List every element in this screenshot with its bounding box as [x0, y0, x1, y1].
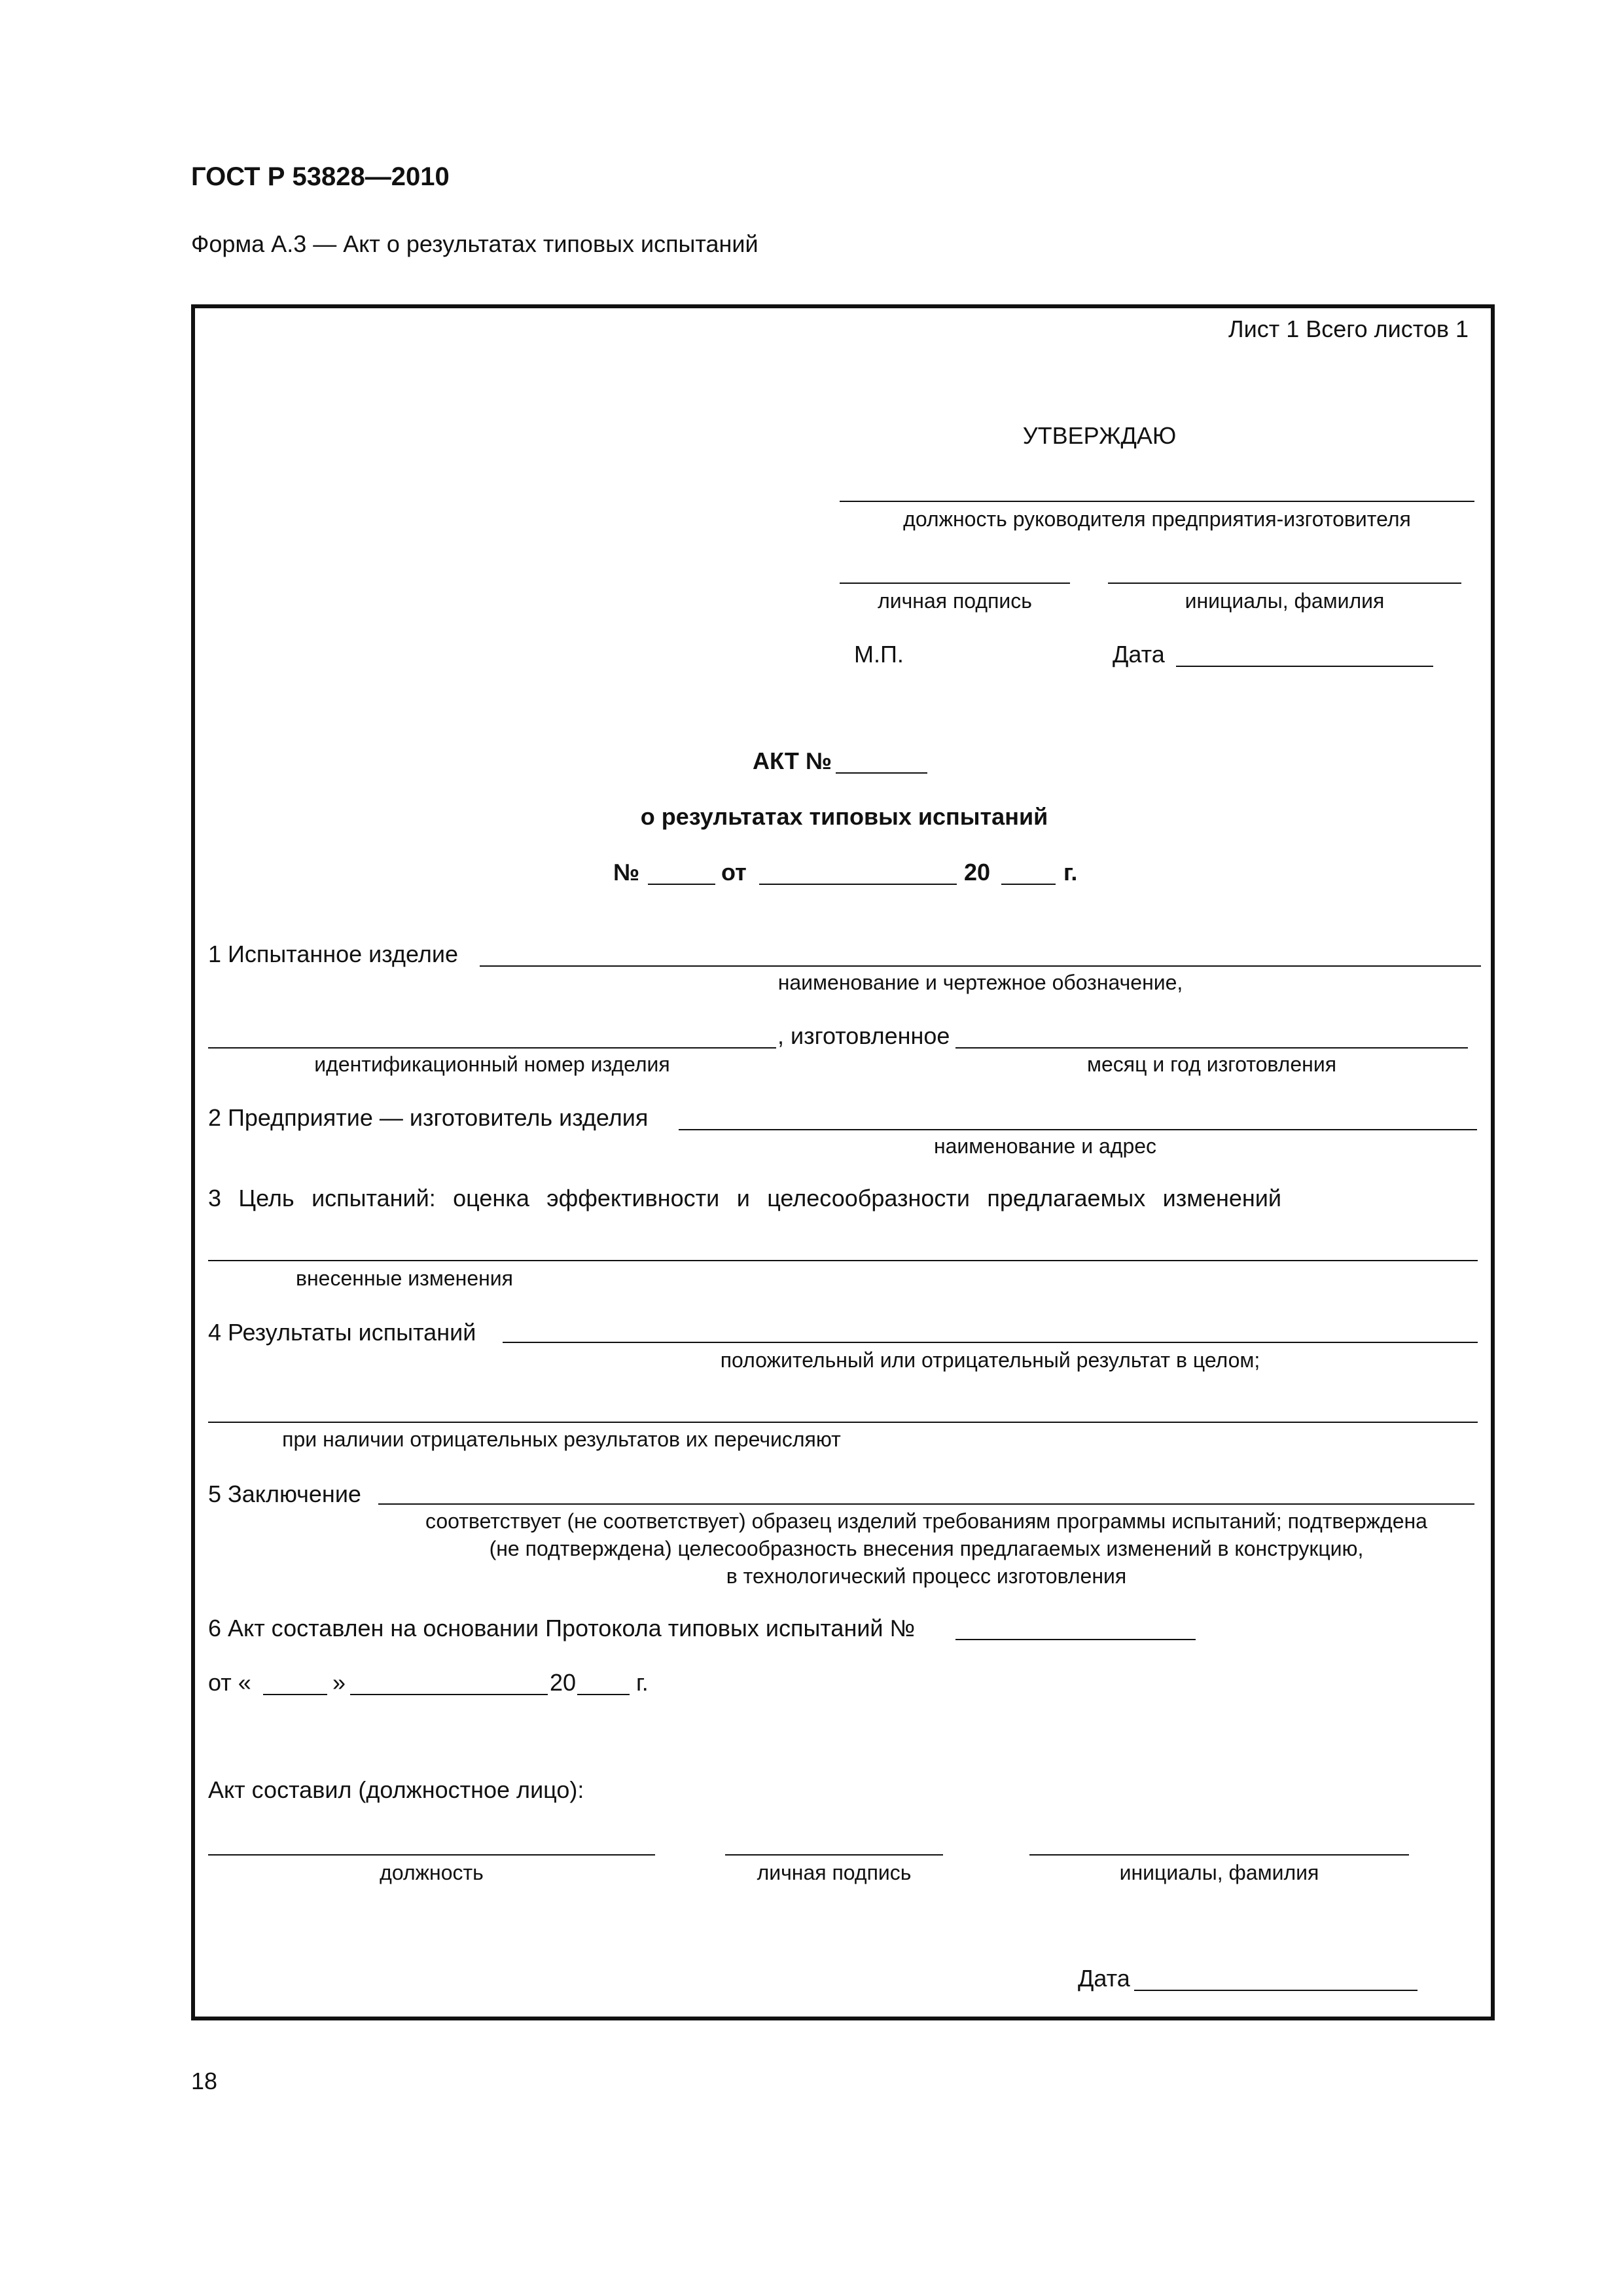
item4-extra-line[interactable]: [208, 1422, 1478, 1423]
act-year-label: 20: [964, 859, 991, 886]
act-from-label: от: [721, 859, 747, 886]
form-frame: [191, 304, 1495, 2020]
act-no-line[interactable]: [648, 884, 715, 885]
item1-date-caption: месяц и год изготовления: [1086, 1052, 1337, 1076]
item6-quote: »: [332, 1669, 346, 1696]
stamp-label: М.П.: [854, 641, 904, 668]
item6-year-suffix: г.: [636, 1669, 649, 1696]
signoff-name-caption: инициалы, фамилия: [1119, 1861, 1319, 1884]
approval-date-label: Дата: [1113, 641, 1165, 668]
item5-label: 5 Заключение: [208, 1480, 361, 1507]
item1-id-line[interactable]: [208, 1047, 776, 1049]
item1-product-caption: наименование и чертежное обозначение,: [777, 971, 1183, 994]
item1-product-line[interactable]: [480, 965, 1481, 967]
item6-month-line[interactable]: [350, 1694, 548, 1695]
item6-year-label: 20: [550, 1669, 577, 1696]
document-code: ГОСТ Р 53828—2010: [191, 162, 450, 191]
item2-line[interactable]: [679, 1129, 1477, 1130]
item5-caption-line1: соответствует (не соответствует) образец изделий требованиям программы испытаний; подтверждена: [425, 1509, 1427, 1533]
signoff-label: Акт составил (должностное лицо):: [208, 1776, 584, 1803]
item1-label: 1 Испытанное изделие: [208, 941, 458, 967]
approver-name-caption: инициалы, фамилия: [1185, 589, 1385, 613]
item6-year-line[interactable]: [577, 1694, 630, 1695]
signoff-signature-caption: личная подпись: [757, 1861, 912, 1884]
item5-caption-line2: (не подтверждена) целесообразность внесения предлагаемых изменений в конструкцию,: [489, 1537, 1364, 1560]
item4-line[interactable]: [503, 1342, 1478, 1343]
item4-caption: положительный или отрицательный результат в целом;: [720, 1348, 1260, 1372]
item6-from-label: от «: [208, 1669, 251, 1696]
item1-manufactured-label: , изготовленное: [777, 1022, 950, 1049]
item3-line[interactable]: [208, 1260, 1478, 1261]
item3-text: 3 Цель испытаний: оценка эффективности и целесообразности предлагаемых изменений: [208, 1185, 1281, 1211]
signoff-date-label: Дата: [1078, 1965, 1130, 1992]
signoff-position-line[interactable]: [208, 1854, 655, 1856]
form-title: Форма А.3 — Акт о результатах типовых испытаний: [191, 230, 758, 257]
signoff-signature-line[interactable]: [725, 1854, 943, 1856]
item5-line[interactable]: [378, 1503, 1474, 1505]
page-number: 18: [191, 2068, 218, 2094]
item3-caption: внесенные изменения: [296, 1266, 513, 1290]
act-year-line[interactable]: [1001, 884, 1056, 885]
signoff-date-line[interactable]: [1134, 1990, 1418, 1991]
approval-date-line[interactable]: [1176, 666, 1433, 667]
sheet-info: Лист 1 Всего листов 1: [1228, 315, 1469, 342]
item6-text: 6 Акт составлен на основании Протокола типовых испытаний №: [208, 1615, 916, 1641]
approver-signature-caption: личная подпись: [878, 589, 1032, 613]
act-no-label: №: [613, 859, 640, 886]
act-date-line[interactable]: [759, 884, 957, 885]
item6-day-line[interactable]: [263, 1694, 327, 1695]
item4-caption2: при наличии отрицательных результатов их перечисляют: [282, 1427, 841, 1451]
act-number-line[interactable]: [836, 772, 927, 774]
item5-caption-line3: в технологический процесс изготовления: [726, 1564, 1127, 1588]
item4-label: 4 Результаты испытаний: [208, 1319, 476, 1346]
item1-id-caption: идентификационный номер изделия: [314, 1052, 670, 1076]
item6-protocol-line[interactable]: [955, 1639, 1196, 1640]
item1-date-line[interactable]: [955, 1047, 1468, 1049]
signoff-name-line[interactable]: [1029, 1854, 1409, 1856]
item2-caption: наименование и адрес: [933, 1134, 1157, 1158]
signoff-position-caption: должность: [380, 1861, 484, 1884]
approver-position-line[interactable]: [840, 501, 1474, 502]
act-year-suffix: г.: [1063, 859, 1078, 886]
approver-name-line[interactable]: [1108, 583, 1461, 584]
act-number-label: АКТ №: [753, 747, 832, 774]
act-subtitle: о результатах типовых испытаний: [640, 803, 1048, 830]
approval-heading: УТВЕРЖДАЮ: [1022, 422, 1177, 449]
approver-signature-line[interactable]: [840, 583, 1070, 584]
approver-position-caption: должность руководителя предприятия-изготовителя: [903, 507, 1411, 531]
item2-label: 2 Предприятие — изготовитель изделия: [208, 1104, 649, 1131]
